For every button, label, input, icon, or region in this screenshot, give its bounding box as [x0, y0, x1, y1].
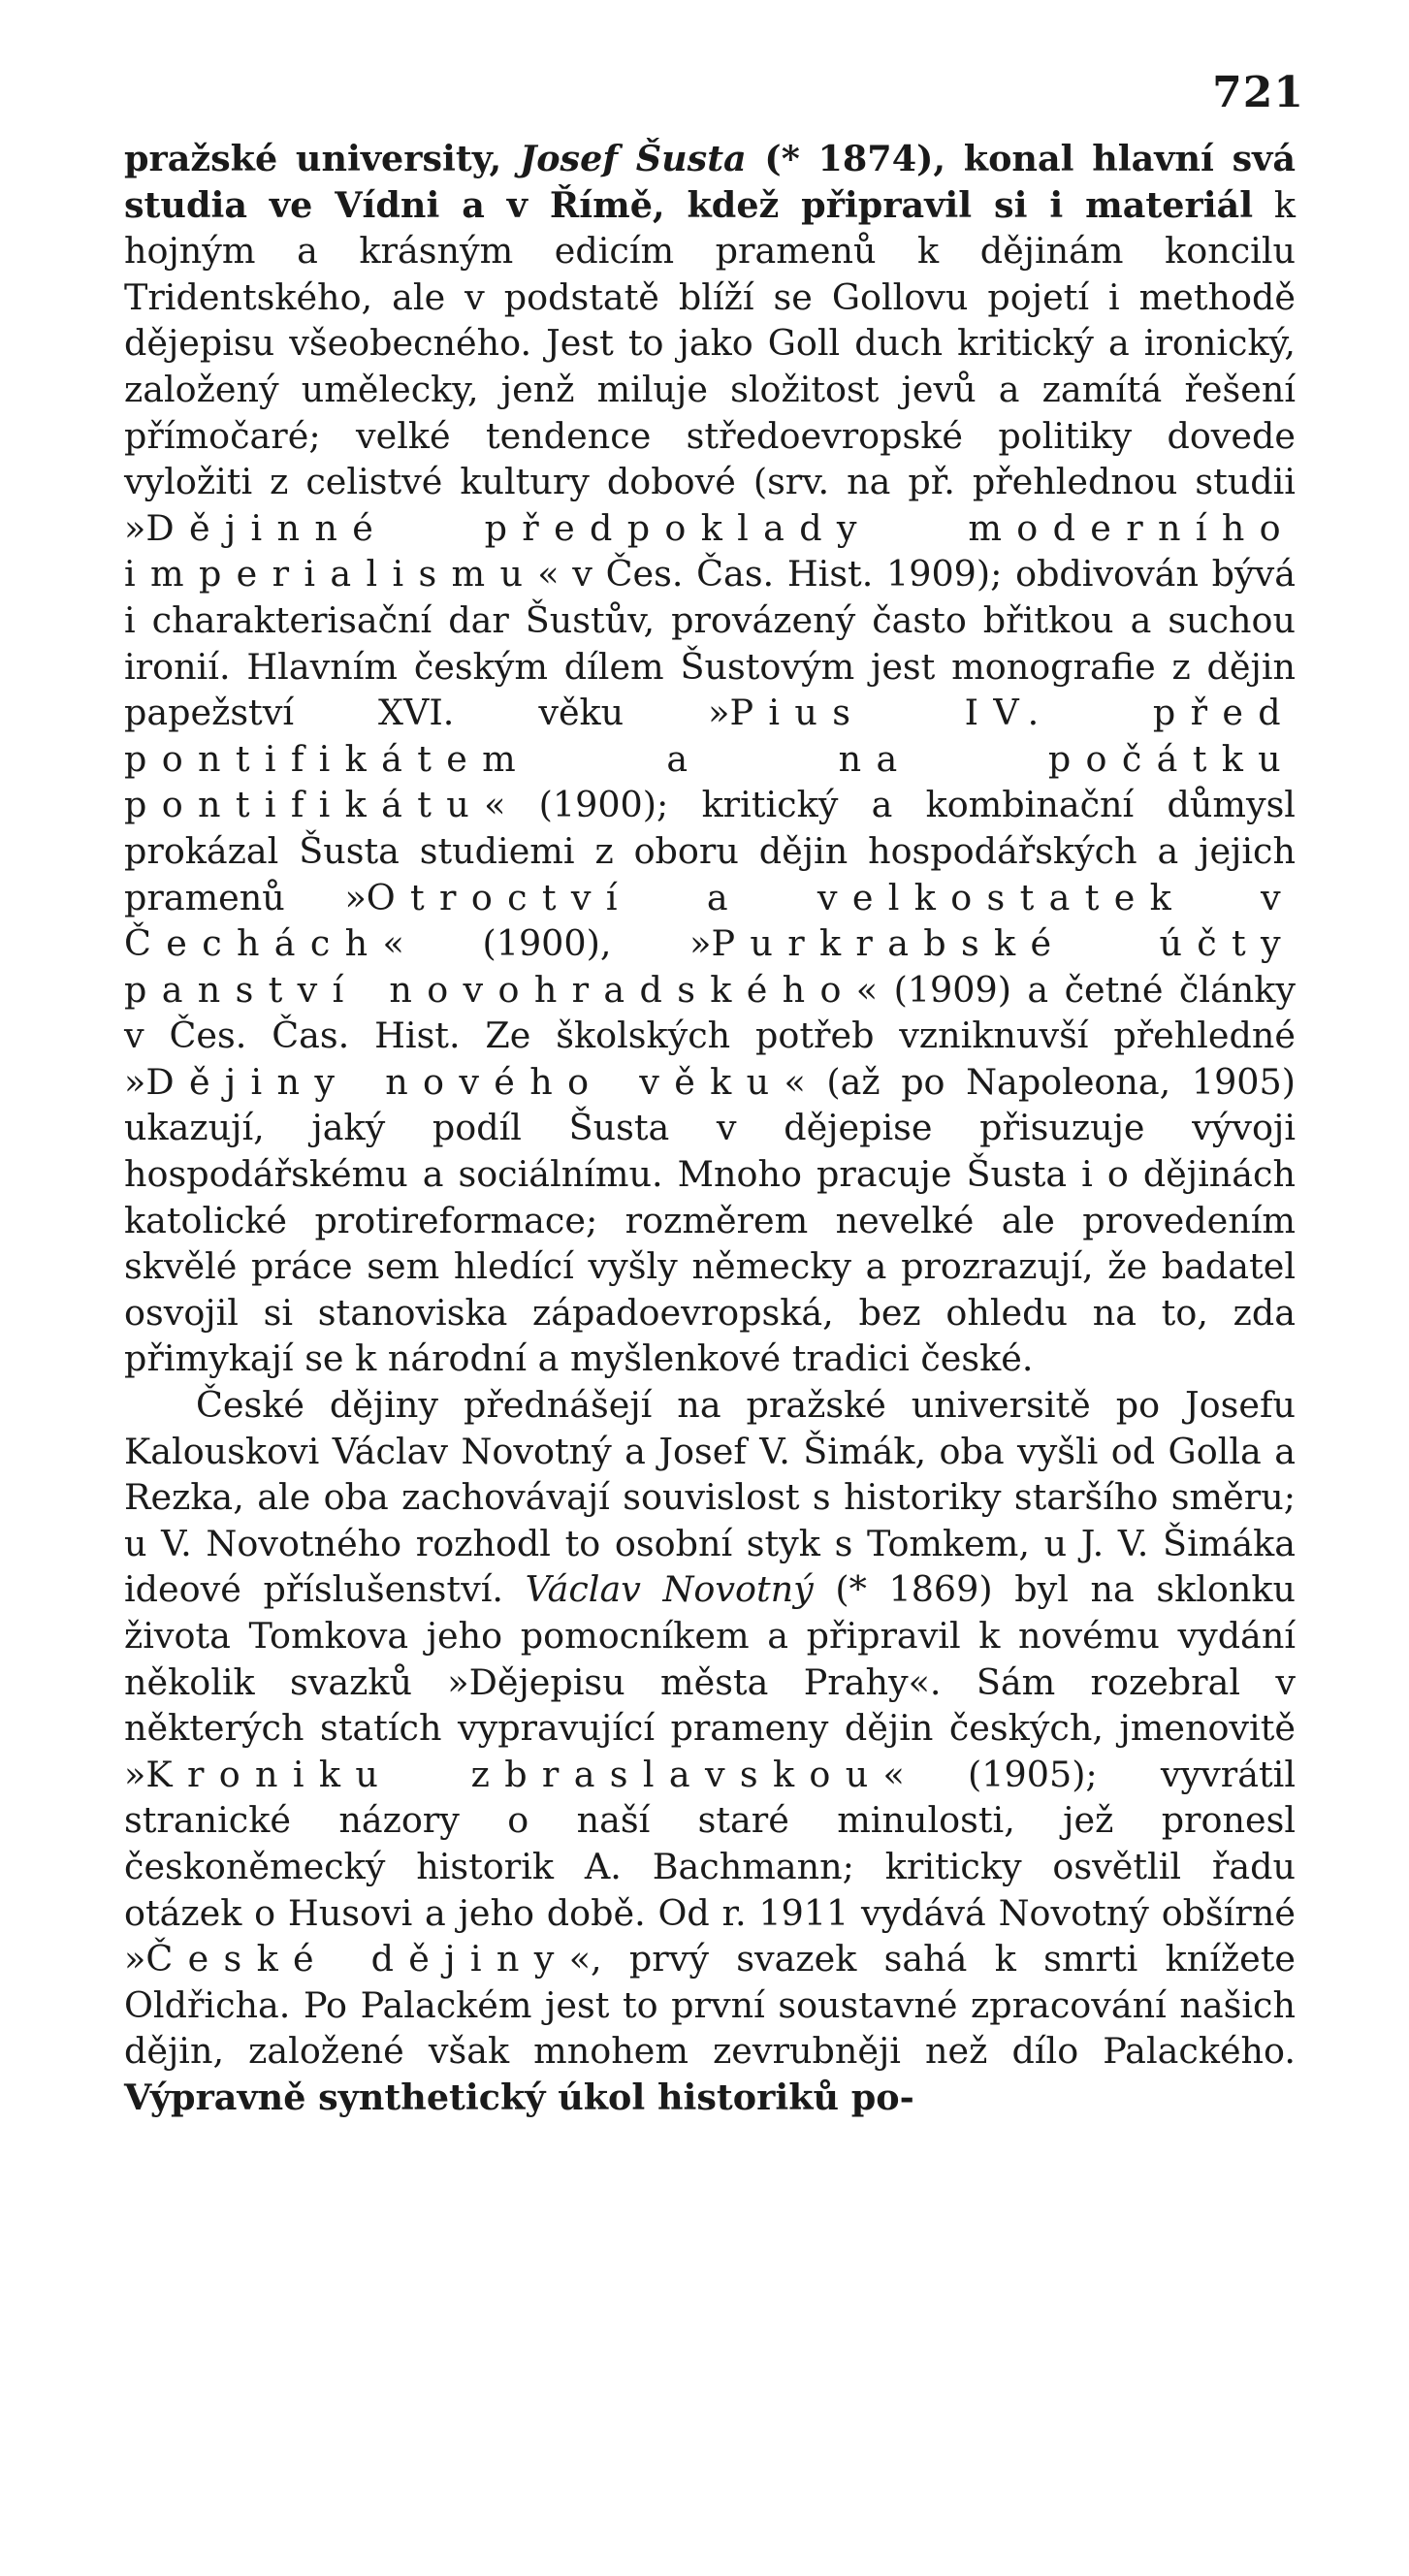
paragraph: [124, 136, 1296, 1382]
work-title: Pius IV. před pontifikátem a na počátku pontifikátu: [124, 692, 1296, 826]
work-title: Dějinné předpoklady moderního imperialismu: [124, 506, 1296, 596]
bold-text: pražské university,: [124, 138, 520, 179]
author-name: Josef Šusta: [519, 138, 747, 179]
work-title: Purkrabské účty panství novohradského: [124, 922, 1296, 1011]
page-number: 721: [1212, 68, 1304, 117]
work-title: České dějiny: [145, 1938, 569, 1980]
text-run: České dějiny přednášejí na pražské universitě po Josefu Kalouskovi Václav Novotný a Josef V. Šimák, oba vyšli od Golla a Rezka, ale oba zachovávají souvislost s historiky staršího směru; u V. Novotného rozhodl to osobní styk s Tomkem, u J. V. Šimáka ideové příslušenství.: [124, 1384, 1296, 1611]
work-title: Kroniku zbraslavskou: [145, 1753, 883, 1795]
bold-text: Výpravně synthetický úkol historiků po-: [124, 2076, 914, 2118]
bold-text: (* 1874), konal hlavní svá studia ve Vídni a v Římě, kdež připravil si i materiál: [124, 138, 1296, 226]
text-run: « (až po Napoleona, 1905) ukazují, jaký podíl Šusta v dějepise přisuzuje vývoji hospodářskému a sociálnímu. Mnoho pracuje Šusta i o dějinách katolické protireformace; rozměrem nevelké ale provedením skvělé práce sem hledící vyšly německy a prozrazují, že badatel osvojil si stanoviska západoevropská, bez ohledu na to, zda přimykají se k národní a myšlenkové tradici české.: [124, 1060, 1296, 1380]
text-run: k hojným a krásným edicím pramenů k dějinám koncilu Tridentského, ale v podstatě blíží se Gollovu pojetí i methodě dějepisu všeobecného. Jest to jako Goll duch kritický a ironický, založený umělecky, jenž miluje složitost jevů a zamítá řešení přímočaré; velké tendence středoevropské politiky dovede vyložiti z celistvé kultury dobové (srv. na př. přehlednou studii »: [124, 183, 1296, 549]
work-title: Dějiny nového věku: [145, 1060, 785, 1103]
text-run: « (1900), »: [382, 922, 712, 965]
body-text: [124, 136, 1296, 2121]
author-name: Václav Novotný: [525, 1568, 814, 1611]
work-title: Otroctví a velkostatek v Čechách: [124, 876, 1297, 965]
text-run: « (1909) a četné články v Čes. Čas. Hist. Ze školských potřeb vzniknuvší přehledné »: [124, 968, 1296, 1103]
text-run: « (1900); kritický a kombinační důmysl prokázal Šusta studiemi z oboru dějin hospodářských a jejich pramenů »: [124, 784, 1296, 918]
text-run: « (1905); vyvrátil stranické názory o naší staré minulosti, jež pronesl českoněmecký historik A. Bachmann; kriticky osvětlil řadu otázek o Husovi a jeho době. Od r. 1911 vydává Novotný obšírné »: [124, 1753, 1296, 1980]
text-run: «, prvý svazek sahá k smrti knížete Oldřicha. Po Palackém jest to první soustavné zpracování našich dějin, založené však mnohem zevrubněji než dílo Palackého.: [124, 1938, 1297, 2073]
text-run: « v Čes. Čas. Hist. 1909); obdivován bývá i charakterisační dar Šustův, provázený často břitkou a suchou ironií. Hlavním českým dílem Šustovým jest monografie z dějin papežství XVI. věku »: [124, 553, 1296, 734]
text-run: (* 1869) byl na sklonku života Tomkova jeho pomocníkem a připravil k novému vydání několik svazků »Dějepisu města Prahy«. Sám rozebral v některých statích vypravující prameny dějin českých, jmenovitě »: [124, 1568, 1296, 1795]
paragraph: [124, 1382, 1296, 2121]
